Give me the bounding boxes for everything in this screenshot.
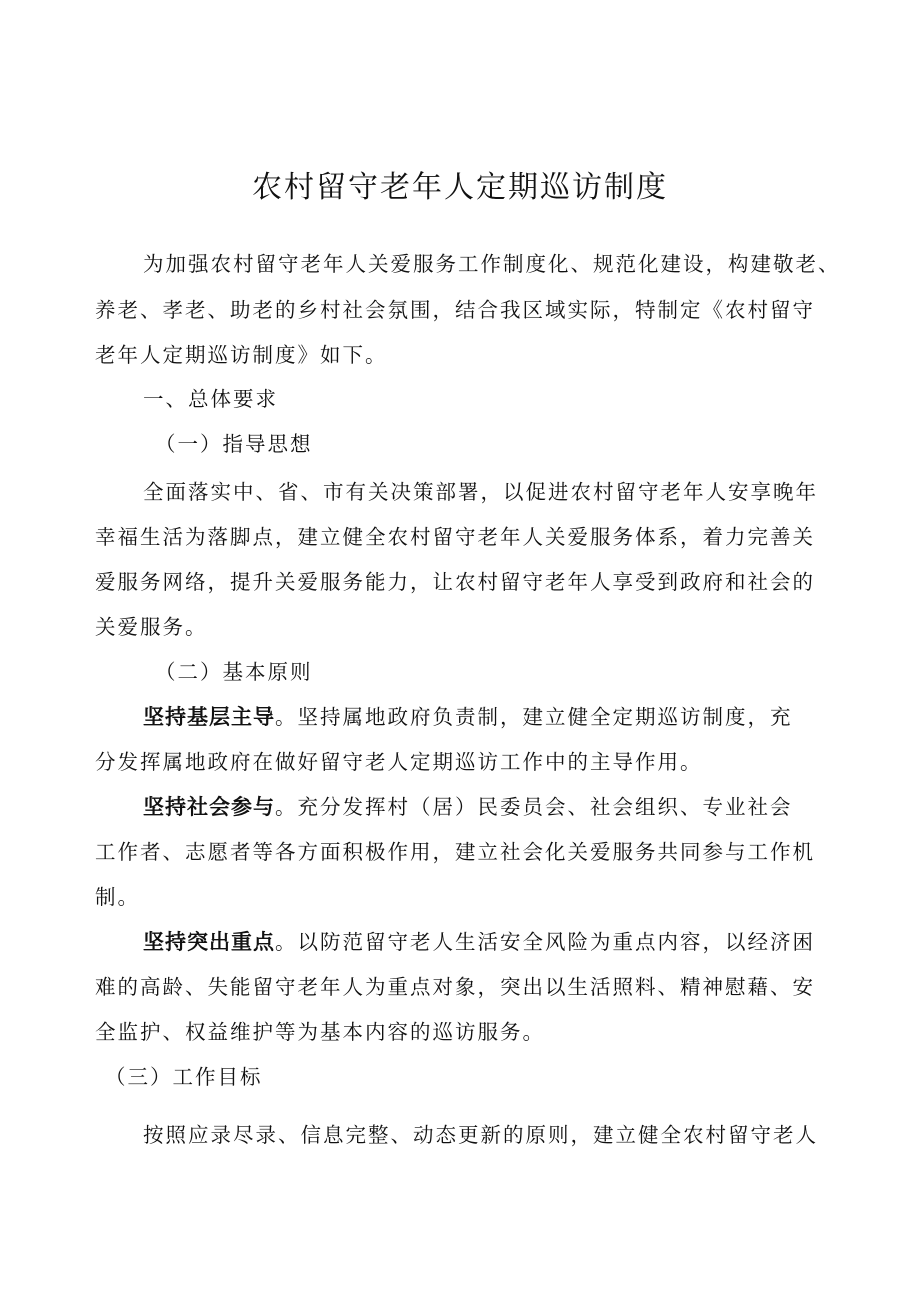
principle-lead: 坚持社会参与 [143, 795, 275, 819]
subsection-heading: （三）工作目标 [105, 1065, 263, 1089]
paragraph-line: 难的高龄、失能留守老年人为重点对象，突出以生活照料、精神慰藉、安 [95, 975, 815, 999]
paragraph-line: 制。 [95, 885, 140, 909]
principle-paragraph [143, 702, 833, 732]
paragraph-line: 养老、孝老、助老的乡村社会氛围，结合我区域实际，特制定《农村留守 [95, 298, 815, 322]
paragraph-line: 全监护、权益维护等为基本内容的巡访服务。 [95, 1020, 545, 1044]
paragraph-line: 按照应录尽录、信息完整、动态更新的原则，建立健全农村留守老人 [143, 1123, 818, 1147]
principle-text: 。坚持属地政府负责制，建立健全定期巡访制度，充 [275, 705, 793, 729]
paragraph-line: 老年人定期巡访制度》如下。 [95, 343, 388, 367]
paragraph-line: 关爱服务。 [95, 615, 208, 639]
principle-lead: 坚持突出重点 [143, 930, 275, 954]
document-title: 农村留守老年人定期巡访制度 [252, 170, 668, 205]
subsection-heading: （二）基本原则 [155, 660, 313, 684]
section-heading: 一、总体要求 [143, 387, 278, 411]
paragraph-line: 分发挥属地政府在做好留守老人定期巡访工作中的主导作用。 [95, 750, 703, 774]
paragraph-line: 爱服务网络，提升关爱服务能力，让农村留守老年人享受到政府和社会的 [95, 570, 815, 594]
principle-paragraph [143, 792, 833, 822]
subsection-heading: （一）指导思想 [155, 432, 313, 456]
principle-paragraph [143, 927, 833, 957]
paragraph-line: 幸福生活为落脚点，建立健全农村留守老年人关爱服务体系，着力完善关 [95, 525, 815, 549]
principle-text: 。充分发挥村（居）民委员会、社会组织、专业社会 [275, 795, 793, 819]
principle-text: 。以防范留守老人生活安全风险为重点内容，以经济困 [275, 930, 815, 954]
paragraph-line: 为加强农村留守老年人关爱服务工作制度化、规范化建设，构建敬老、 [143, 252, 841, 276]
principle-lead: 坚持基层主导 [143, 705, 275, 729]
paragraph-line: 全面落实中、省、市有关决策部署，以促进农村留守老年人安享晚年 [143, 480, 818, 504]
paragraph-line: 工作者、志愿者等各方面积极作用，建立社会化关爱服务共同参与工作机 [95, 840, 815, 864]
